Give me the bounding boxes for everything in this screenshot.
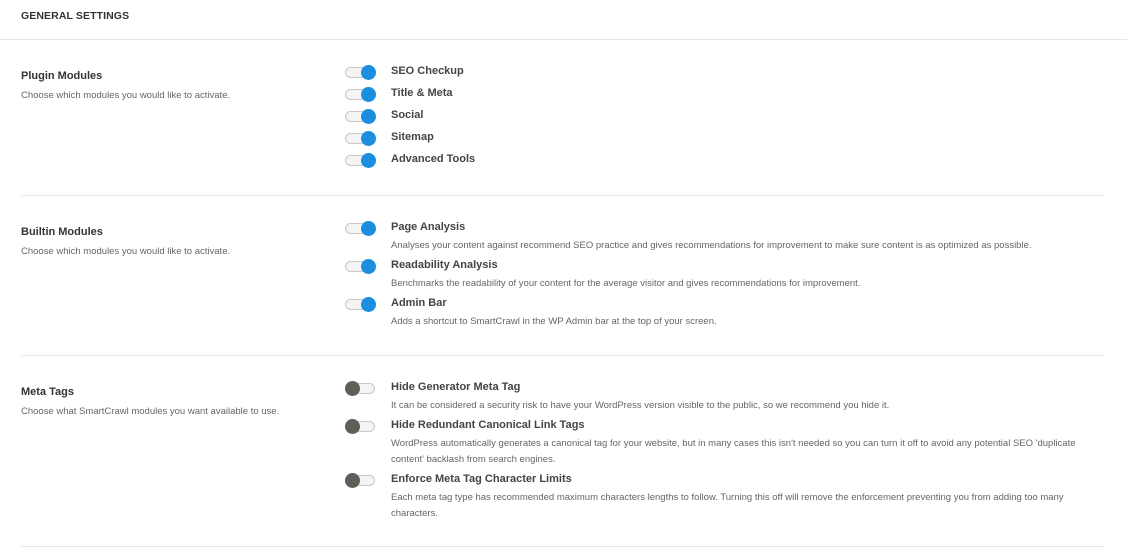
section-plugin-modules — [21, 40, 1105, 196]
option-label: Advanced Tools — [391, 153, 476, 165]
option-label: Title & Meta — [391, 87, 453, 99]
seo-checkup-toggle[interactable] — [345, 67, 375, 78]
toggle-knob — [361, 87, 376, 102]
option-description: Benchmarks the readability of your content for the average visitor and gives recommendations for improvement. — [391, 278, 861, 289]
toggle-knob — [361, 297, 376, 312]
section-title: Meta Tags — [21, 386, 74, 398]
advanced-tools-toggle[interactable] — [345, 155, 375, 166]
option-label: Sitemap — [391, 131, 434, 143]
toggle-knob — [345, 381, 360, 396]
option-description: WordPress automatically generates a canonical tag for your website, but in many cases this isn't needed so you can turn it off to avoid any potential SEO 'duplicate content' backlash from search engines. — [391, 438, 1076, 465]
section-description: Choose which modules you would like to activate. — [21, 246, 231, 257]
option-label: Admin Bar — [391, 297, 447, 309]
option-description: Analyses your content against recommend SEO practice and gives recommendations for improvement to make sure content is as optimized as possible. — [391, 240, 1032, 251]
page-title: GENERAL SETTINGS — [21, 10, 130, 22]
sitemap-toggle[interactable] — [345, 133, 375, 144]
title-meta-toggle[interactable] — [345, 89, 375, 100]
option-label: Enforce Meta Tag Character Limits — [391, 473, 572, 485]
option-label: Hide Redundant Canonical Link Tags — [391, 419, 585, 431]
admin-bar-toggle[interactable] — [345, 299, 375, 310]
section-title: Plugin Modules — [21, 70, 103, 82]
option-label: Readability Analysis — [391, 259, 498, 271]
section-title: Builtin Modules — [21, 226, 103, 238]
readability-analysis-toggle[interactable] — [345, 261, 375, 272]
option-description: It can be considered a security risk to have your WordPress version visible to the public, so we recommend you hide it. — [391, 400, 890, 411]
section-description: Choose which modules you would like to activate. — [21, 90, 231, 101]
toggle-knob — [361, 221, 376, 236]
option-description: Adds a shortcut to SmartCrawl in the WP Admin bar at the top of your screen. — [391, 316, 717, 327]
page-analysis-toggle[interactable] — [345, 223, 375, 234]
option-label: Hide Generator Meta Tag — [391, 381, 521, 393]
toggle-knob — [361, 153, 376, 168]
option-label: Page Analysis — [391, 221, 466, 233]
toggle-knob — [345, 419, 360, 434]
hide-canonical-link-tags-toggle[interactable] — [345, 421, 375, 432]
option-label: SEO Checkup — [391, 65, 464, 77]
hide-generator-meta-tag-toggle[interactable] — [345, 383, 375, 394]
settings-header — [0, 0, 1127, 40]
toggle-knob — [345, 473, 360, 488]
section-description: Choose what SmartCrawl modules you want available to use. — [21, 406, 280, 417]
option-description: Each meta tag type has recommended maximum characters lengths to follow. Turning this off will remove the enforcement preventing you from adding too many characters. — [391, 492, 1064, 519]
section-meta-tags — [21, 356, 1105, 547]
toggle-knob — [361, 131, 376, 146]
toggle-knob — [361, 259, 376, 274]
toggle-knob — [361, 109, 376, 124]
option-label: Social — [391, 109, 424, 121]
section-builtin-modules — [21, 196, 1105, 356]
social-toggle[interactable] — [345, 111, 375, 122]
enforce-meta-tag-limits-toggle[interactable] — [345, 475, 375, 486]
toggle-knob — [361, 65, 376, 80]
